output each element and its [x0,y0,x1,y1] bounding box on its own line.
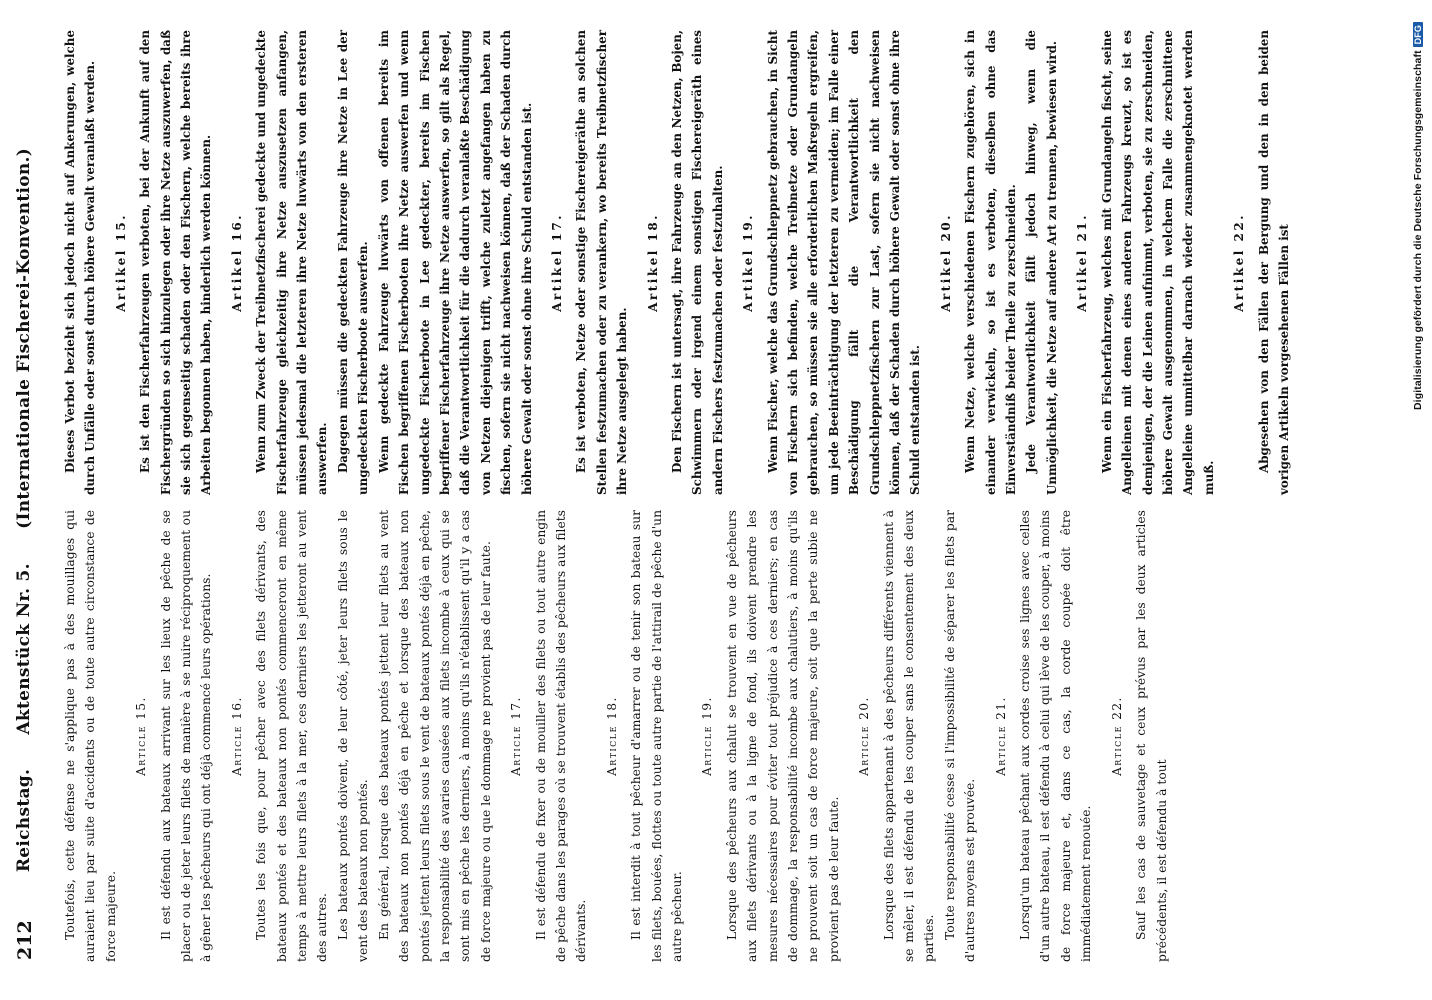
german-paragraph: Wenn gedeckte Fahrzeuge luvwärts von offenen bereits im Fischen begriffenen Fischerbooten ihre Netze auswerfen und wenn ungedeckte Fischerboote in Lee gedeckter, bereits im Fischen begriffener Fischerfahrzeuge ihre Netze auswerfen, so gilt als Regel, daß die Verantwortlichkeit für die dadurch veranlaßte Beschädigung von Netzen diejenigen trifft, welche zuletzt angefangen haben zu fischen, sofern sie nicht nachweisen können, daß der Schaden durch höhere Gewalt oder sonst ohne ihre Schuld entstanden ist. [376,30,534,495]
german-paragraph: Wenn ein Fischerfahrzeug, welches mit Grundangeln fischt, seine Angelleinen mit denen eines anderen Fahrzeugs kreuzt, so ist es demjenigen, der die Leinen aufnimmt, verboten, sie zu zerschneiden, höhere Gewalt ausgenommen, in welchem Falle die zerschnittene Angelleine unmittelbar darnach wieder zusammengeknotet werden muß. [1099,30,1216,495]
german-article-heading: Artikel 22. [1232,213,1247,312]
french-paragraph: Il est défendu aux bateaux arrivant sur les lieux de pêche de se placer ou de jeter leurs filets de manière à se nuire réciproquement ou à gêner les pêcheurs qui ont déjà commencé leurs opérations. [158,510,214,962]
page-header [14,60,44,960]
running-head [14,60,34,960]
german-paragraph: Wenn Netze, welche verschiedenen Fischern zugehören, sich in einander verwickeln, so ist es verboten, dieselben ohne das Einverständniß beider Theile zu zerschneiden. [963,30,1019,495]
german-article-heading: Artikel 17. [549,213,564,312]
german-paragraph: Den Fischern ist untersagt, ihre Fahrzeuge an den Netzen, Bojen, Schwimmern oder irgend einem sonstigen Fischereigeräth eines andern Fischers festzumachen oder festzuhalten. [669,30,725,495]
page-number: 212 [14,920,36,960]
header-left-title: Reichstag. [14,768,34,873]
german-paragraph: Wenn Fischer, welche das Grundschleppnetz gebrauchen, in Sicht von Fischern sich befinden, welche Treibnetze oder Grundangeln gebrauchen, so müssen sie alle erforderlichen Maßregeln ergreifen, um jede Beeinträchtigung der letzteren zu vermeiden; im Falle einer Beschädigung fällt die Verantwortlichkeit den Grundschleppnetzfischern zur Last, sofern sie nicht nachweisen können, daß der Schaden durch höhere Gewalt oder sonst ohne ihre Schuld entstanden ist. [765,30,923,495]
credit-text: Digitalisierung gefördert durch die Deutsche Forschungsgemeinschaft [1412,50,1424,410]
header-center-title: Aktenstück Nr. 5. [14,563,34,735]
german-paragraph: Wenn zum Zweck der Treibnetzfischerei gedeckte und ungedeckte Fischerfahrzeuge gleichzeitig ihre Netze auszusetzen anfangen, müssen jedesmal die letzteren ihre Netze luvwärts von den ersteren auswerfen. [254,30,330,495]
french-paragraph: Il est défendu de fixer ou de mouiller des filets ou tout autre engin de pêche dans les parages où se trouvent établis des pêcheurs aux filets dérivants. [533,510,589,962]
german-paragraph: Es ist den Fischerfahrzeugen verboten, bei der Ankunft auf den Fischergründen so sich hinzulegen oder ihre Netze auszuwerfen, daß sie sich gegenseitig schaden oder den Fischern, welche bereits ihre Arbeiten begonnen haben, hinderlich werden können. [138,30,214,495]
french-article-heading: Article 20. [857,696,872,776]
french-paragraph: Sauf les cas de sauvetage et ceux prévus par les deux articles précédents, il est défendu à tout [1134,510,1169,962]
french-paragraph: Lorsque des pêcheurs aux chalut se trouvent en vue de pêcheurs aux filets dérivants ou à la ligne de fond, ils doivent prendre les mesures nécessaires pour éviter tout préjudice à ces derniers; en cas de dommage, la responsabilité incombe aux chalutiers, à moins qu'ils ne prouvent soit un cas de force majeure, soit que la perte subie ne provient pas de leur faute. [724,510,841,962]
french-article-heading: Article 17. [509,696,524,776]
german-article-heading: Artikel 16. [229,213,244,312]
french-article-heading: Article 16. [229,696,244,776]
french-article-heading: Article 15. [134,696,149,776]
german-article-heading: Artikel 19. [741,213,756,312]
french-text-column [60,510,1172,962]
german-paragraph: Dieses Verbot bezieht sich jedoch nicht auf Ankerungen, welche durch Unfälle oder sonst durch höhere Gewalt veranlaßt werden. [63,30,98,495]
french-article-heading: Article 22. [1109,696,1124,776]
french-paragraph: Lorsque des filets appartenant à des pêcheurs différents viennent à se mêler, il est défendu de les couper sans le consentement des deux parties. [881,510,937,962]
french-paragraph: Lorsqu'un bateau pêchant aux cordes croise ses lignes avec celles d'un autre bateau, il est défendu à celui qui lève de les couper, à moins de force majeure et, dans ce cas, la corde coupée doit être immédiatement renouée. [1018,510,1094,962]
german-article-heading: Artikel 15. [113,213,128,312]
french-paragraph: Les bateaux pontés doivent, de leur côté, jeter leurs filets sous le vent des bateaux non pontés. [335,510,371,962]
french-article-heading: Article 18. [604,696,619,776]
german-paragraph: Abgesehen von den Fällen der Bergung und den in den beiden vorigen Artikeln vorgesehenen Fällen ist [1256,30,1291,495]
french-paragraph: Toutes les fois que, pour pêcher avec des filets dérivants, des bateaux pontés et des bateaux non pontés commenceront en même temps à mettre leurs filets à la mer, ces derniers les jetteront au vent des autres. [254,510,330,962]
german-paragraph: Es ist verboten, Netze oder sonstige Fischereigeräthe an solchen Stellen festzumachen oder zu verankern, wo bereits Treibnetzfischer ihre Netze ausgelegt haben. [574,30,630,495]
dfg-logo: DFG [1413,22,1423,47]
german-article-heading: Artikel 20. [938,213,953,312]
german-text-column [60,30,1294,495]
header-right-title: (Internationale Fischerei-Konvention.) [14,147,34,529]
french-paragraph: Toutefois, cette défense ne s'applique pas à des mouillages qui auraient lieu par suite d'accidents ou de toute autre circonstance de force majeure. [63,510,118,962]
french-article-heading: Article 21. [993,696,1008,776]
french-paragraph: En général, lorsque des bateaux pontés jettent leur filets au vent des bateaux non pontés déjà en pêche et lorsque des bateaux non pontés jettent leurs filets sous le vent de bateaux pontés déjà en pêche, la responsabilité des avaries causées aux filets incombe à ceux qui se sont mis en pêche les derniers, à moins qu'ils n'établissent qu'il y a cas de force majeure ou que le dommage ne provient pas de leur faute. [376,510,493,962]
german-article-heading: Artikel 18. [645,213,660,312]
french-paragraph: Il est interdit à tout pêcheur d'amarrer ou de tenir son bateau sur les filets, bouées, flottes ou toute autre partie de l'attirail de pêche d'un autre pêcheur. [629,510,684,962]
french-article-heading: Article 19. [700,696,715,776]
german-article-heading: Artikel 21. [1075,213,1090,312]
french-paragraph: Toute responsabilité cesse si l'impossibilité de séparer les filets par d'autres moyens est prouvée. [942,510,978,962]
german-paragraph: Dagegen müssen die gedeckten Fahrzeuge ihre Netze in Lee der ungedeckten Fischerboote auswerfen. [335,30,371,495]
german-paragraph: Jede Verantwortlichkeit fällt jedoch hinweg, wenn die Unmöglichkeit, die Netze auf andere Art zu trennen, bewiesen wird. [1024,30,1059,495]
digitization-credit [1412,0,1430,1000]
